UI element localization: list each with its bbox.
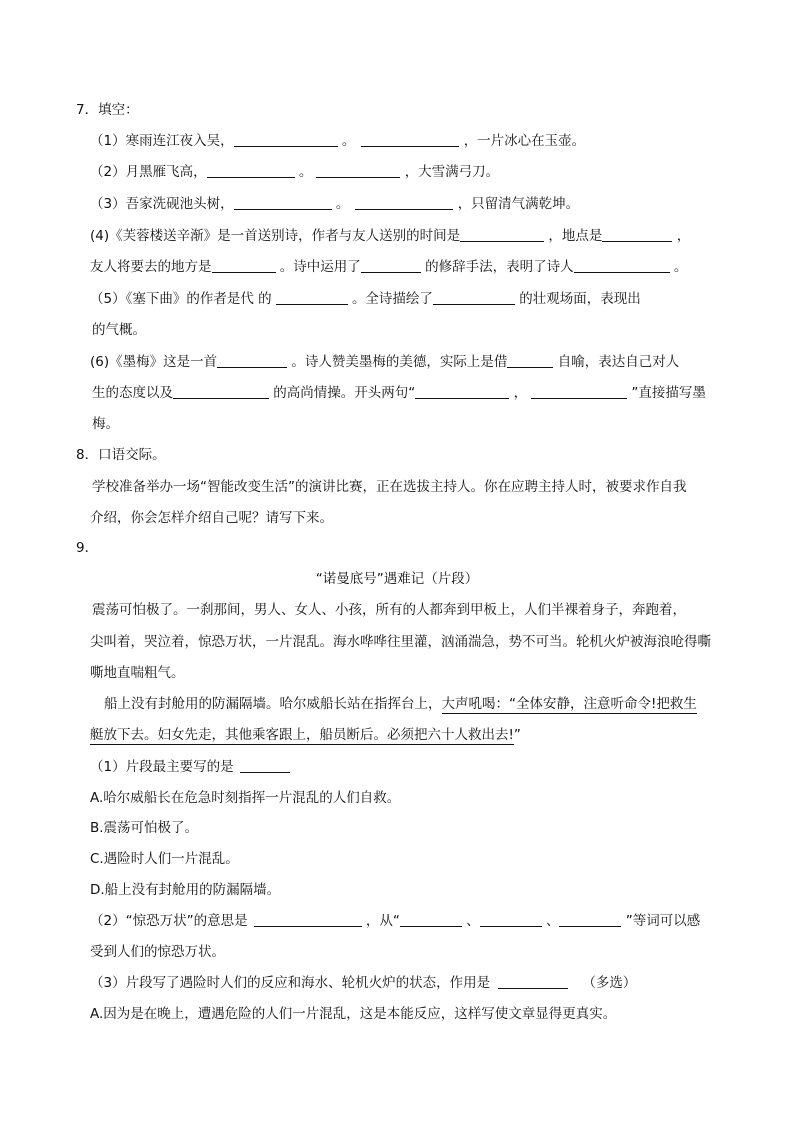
passage-p2-line2	[90, 725, 521, 745]
text: ，大雪满弓刀。	[404, 164, 500, 180]
underlined-text: 大声吼喝：“全体安静，注意听命令!把救生	[441, 696, 697, 712]
blank[interactable]	[234, 195, 332, 210]
blank[interactable]	[217, 353, 287, 368]
blank[interactable]	[415, 384, 509, 399]
option-1d: D.船上没有封舱用的防漏隔墙。	[90, 882, 281, 898]
blank[interactable]	[433, 290, 515, 305]
blank[interactable]	[234, 132, 338, 147]
text: 、	[545, 913, 560, 929]
q7-s2	[90, 162, 499, 182]
sub-question-3	[90, 973, 636, 993]
option-1a: A.哈尔威船长在危急时刻指挥一片混乱的人们自救。	[90, 790, 401, 806]
blank[interactable]	[355, 195, 453, 210]
text: 的高尚情操。开头两句“	[273, 385, 416, 401]
q7-s6-line1	[90, 352, 679, 372]
text: ，从“	[365, 913, 400, 929]
blank[interactable]	[460, 227, 544, 242]
text: （5）《塞下曲》的作者是代 的	[90, 291, 272, 307]
underlined-text: 艇放下去。妇女先走，其他乘客跟上，船员断后。必须把六十人救出去!	[90, 727, 514, 743]
q7-s6-line3: 梅。	[92, 416, 119, 432]
sub-question-2-line1	[90, 911, 700, 931]
passage-p1-line3: 嘶地直喘粗气。	[90, 665, 185, 681]
text: ，地点是	[548, 228, 603, 244]
blank[interactable]	[531, 384, 627, 399]
sub-question-1	[90, 757, 290, 777]
q7-s5-line1	[90, 289, 641, 309]
text: (6)《墨梅》这是一首	[90, 354, 218, 370]
blank[interactable]	[559, 912, 621, 927]
blank[interactable]	[507, 353, 553, 368]
text: ，一片冰心在玉壶。	[463, 133, 586, 149]
text: 。	[298, 164, 313, 180]
passage-p1-line2: 尖叫着，哭泣着，惊恐万状，一片混乱。海水哗哗往里灌，汹涌湍急，势不可当。轮机火炉被海浪呛得嘶	[90, 634, 711, 650]
q7-s4-line2	[90, 257, 687, 277]
text: 的修辞手法，表明了诗人	[425, 259, 574, 275]
text: （2）月黑雁飞高，	[90, 164, 207, 180]
blank[interactable]	[574, 258, 670, 273]
blank[interactable]	[498, 974, 568, 989]
q7-s1	[90, 131, 585, 151]
blank[interactable]	[361, 258, 421, 273]
text: ”	[513, 727, 521, 743]
text: 。	[335, 196, 350, 212]
text: （3）吾家洗砚池头树，	[90, 196, 234, 212]
text: 。全诗描绘了	[351, 291, 433, 307]
blank[interactable]	[276, 290, 348, 305]
text: ”直接描写墨	[631, 385, 706, 401]
text: ，	[513, 385, 528, 401]
passage-p1-line1: 震荡可怕极了。一刹那间，男人、女人、小孩，所有的人都奔到甲板上，人们半裸着身子，奔跑着，	[92, 602, 686, 618]
q7-heading: 7．填空：	[76, 102, 139, 118]
blank[interactable]	[316, 163, 400, 178]
blank[interactable]	[212, 258, 276, 273]
option-1c: C.遇险时人们一片混乱。	[90, 851, 239, 867]
text: 。诗中运用了	[279, 259, 361, 275]
blank[interactable]	[240, 758, 290, 773]
q8-line2: 介绍，你会怎样介绍自己呢？请写下来。	[90, 510, 333, 526]
text: 自喻，表达自己对人	[557, 354, 680, 370]
blank[interactable]	[361, 132, 459, 147]
q8-line1: 学校准备举办一场“智能改变生活”的演讲比赛，正在选拔主持人。你在应聘主持人时，被要求作自我	[92, 479, 687, 495]
q8-heading: 8．口语交际。	[76, 447, 166, 463]
q7-s4-line1	[90, 226, 690, 246]
text: ，只留清气满乾坤。	[457, 196, 580, 212]
q7-s3	[90, 194, 579, 214]
blank[interactable]	[173, 384, 269, 399]
text: 生的态度以及	[92, 385, 173, 401]
text: 船上没有封舱用的防漏隔墙。哈尔威船长站在指挥台上，	[104, 696, 442, 712]
text: （3）片段写了遇险时人们的反应和海水、轮机火炉的状态，作用是	[90, 975, 491, 991]
option-1b: B.震荡可怕极了。	[90, 820, 199, 836]
q7-s6-line2	[92, 383, 706, 403]
text: （1）寒雨连江夜入吴，	[90, 133, 234, 149]
passage-p2-line1	[104, 694, 697, 714]
text: 的壮观场面，表现出	[519, 291, 641, 307]
text: 、	[466, 913, 480, 929]
passage-title: “诺曼底号”遇难记（片段）	[315, 571, 479, 587]
blank[interactable]	[602, 227, 672, 242]
text: （多选）	[582, 975, 637, 991]
blank[interactable]	[480, 912, 542, 927]
text: ，	[676, 228, 691, 244]
blank[interactable]	[254, 912, 362, 927]
blank[interactable]	[400, 912, 462, 927]
text: 。	[673, 259, 688, 275]
text: 。诗人赞美墨梅的美德，实际上是借	[291, 354, 508, 370]
sub-question-2-line2: 受到人们的惊恐万状。	[90, 944, 225, 960]
blank[interactable]	[207, 163, 295, 178]
q7-s5-line2: 的气概。	[92, 322, 146, 338]
option-3a: A.因为是在晚上，遭遇危险的人们一片混乱，这是本能反应，这样写使文章显得更真实。	[90, 1006, 617, 1022]
text: (4)《芙蓉楼送辛渐》是一首送别诗，作者与友人送别的时间是	[90, 228, 461, 244]
text: 友人将要去的地方是	[90, 259, 212, 275]
q9-heading: 9．	[76, 540, 99, 556]
text: ”等词可以感	[625, 913, 701, 929]
text: （1）片段最主要写的是	[90, 759, 234, 775]
text: 。	[341, 133, 356, 149]
text: （2）“惊恐万状”的意思是	[90, 913, 248, 929]
